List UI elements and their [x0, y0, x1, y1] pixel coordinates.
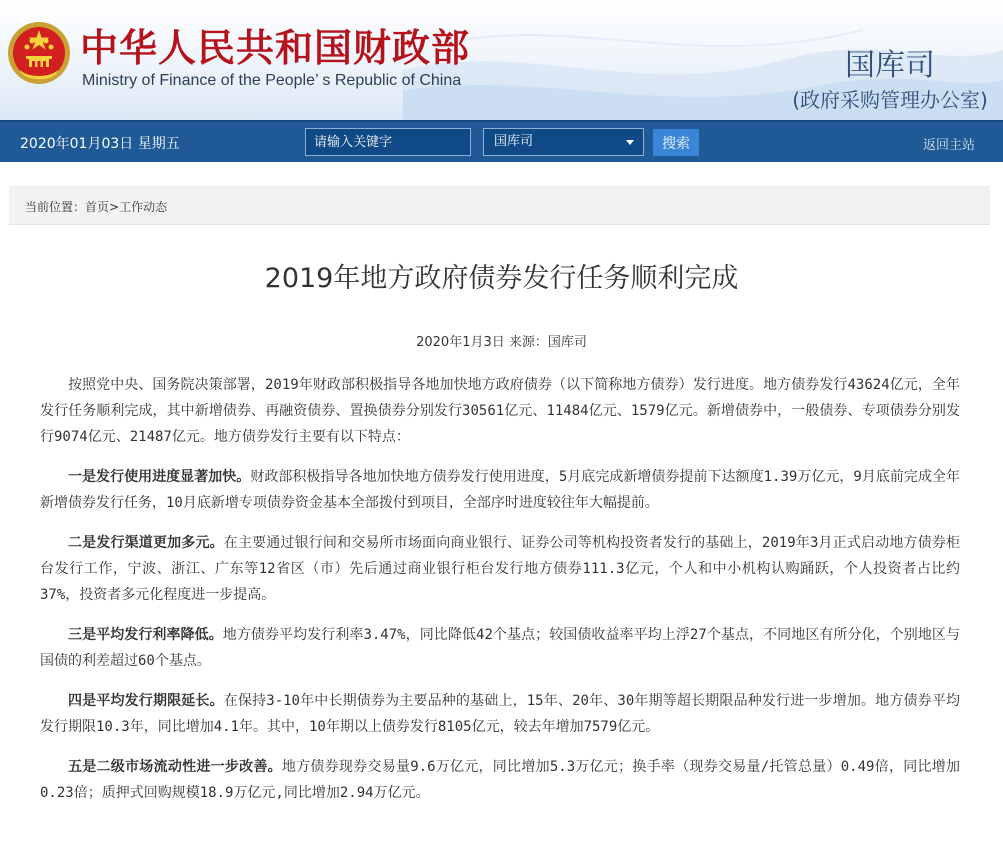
- paragraph-lead: 三是平均发行利率降低。: [68, 627, 223, 643]
- article-paragraph: [40, 622, 960, 674]
- department-name: 国库司: [845, 48, 935, 83]
- current-date: 2020年01月03日 星期五: [20, 136, 180, 152]
- breadcrumb: [9, 186, 990, 225]
- breadcrumb-prefix: 当前位置：: [25, 200, 86, 214]
- article-paragraph: [40, 688, 960, 740]
- article-paragraph: [40, 464, 960, 516]
- search-scope-select[interactable]: [483, 128, 644, 156]
- return-main-site-link[interactable]: 返回主站: [923, 138, 976, 153]
- site-banner: [0, 0, 1003, 120]
- breadcrumb-home-link[interactable]: 首页: [85, 200, 110, 214]
- search-scope-value: 国库司: [494, 134, 534, 149]
- paragraph-text: 在主要通过银行间和交易所市场面向商业银行、证券公司等机构投资者发行的基础上，2019年3月正式启动地方债券柜台发行工作，宁波、浙江、广东等12省区（市）先后通过商业银行柜台发行地方债券111.3亿元，个人和中小机构认购踊跃，个人投资者占比约37%，投资者多元化程度进一步提高。: [40, 535, 961, 603]
- paragraph-text: 在保持3-10年中长期债券为主要品种的基础上，15年、20年、30年期等超长期限品种发行进一步增加。地方债券平均发行期限10.3年，同比增加4.1年。其中，10年期以上债券发行8105亿元，较去年增加7579亿元。: [40, 693, 960, 735]
- ministry-name-cn: 中华人民共和国财政部: [80, 25, 471, 70]
- top-nav-bar: [0, 120, 1003, 162]
- article-paragraph: [40, 530, 960, 608]
- paragraph-lead: 四是平均发行期限延长。: [68, 693, 224, 709]
- paragraph-lead: 一是发行使用进度显著加快。: [68, 469, 251, 485]
- paragraph-lead: 五是二级市场流动性进一步改善。: [68, 759, 282, 775]
- paragraph-text: 财政部积极指导各地加快地方债券发行使用进度，5月底完成新增债券提前下达额度1.39万亿元，9月底前完成全年新增债券发行任务，10月底新增专项债券资金基本全部拨付到项目，全部序时进度较往年大幅提前。: [40, 469, 961, 511]
- paragraph-lead: 二是发行渠道更加多元。: [68, 535, 224, 551]
- national-emblem-icon: [6, 20, 72, 86]
- article-paragraph: [40, 754, 960, 806]
- paragraph-text: 按照党中央、国务院决策部署，2019年财政部积极指导各地加快地方政府债券（以下简称地方债券）发行进度。地方债券发行43624亿元，全年发行任务顺利完成，其中新增债券、再融资债券、置换债券分别发行30561亿元、11484亿元、1579亿元。新增债券中，一般债券、专项债券分别发行9074亿元、21487亿元。地方债券发行主要有以下特点：: [40, 377, 960, 445]
- ministry-name-en: Ministry of Finance of the People’ s Republic of China: [82, 72, 462, 89]
- breadcrumb-separator: >: [109, 200, 120, 214]
- paragraph-text: 地方债券平均发行利率3.47%，同比降低42个基点；较国债收益率平均上浮27个基点，不同地区有所分化，个别地区与国债的利差超过60个基点。: [40, 627, 961, 669]
- article-meta: 2020年1月3日 来源：国库司: [416, 335, 587, 350]
- article-paragraph: [40, 372, 960, 450]
- chevron-down-icon: [626, 140, 634, 145]
- breadcrumb-current-link[interactable]: 工作动态: [119, 200, 168, 214]
- search-button[interactable]: 搜索: [653, 129, 699, 156]
- search-input[interactable]: [305, 128, 471, 156]
- department-subtitle: (政府采购管理办公室): [792, 88, 988, 112]
- article-body: [40, 372, 960, 820]
- paragraph-text: 地方债券现券交易量9.6万亿元，同比增加5.3万亿元；换手率（现券交易量/托管总量）0.49倍，同比增加0.23倍；质押式回购规模18.9万亿元,同比增加2.94万亿元。: [40, 759, 961, 801]
- article-title: 2019年地方政府债券发行任务顺利完成: [264, 263, 739, 294]
